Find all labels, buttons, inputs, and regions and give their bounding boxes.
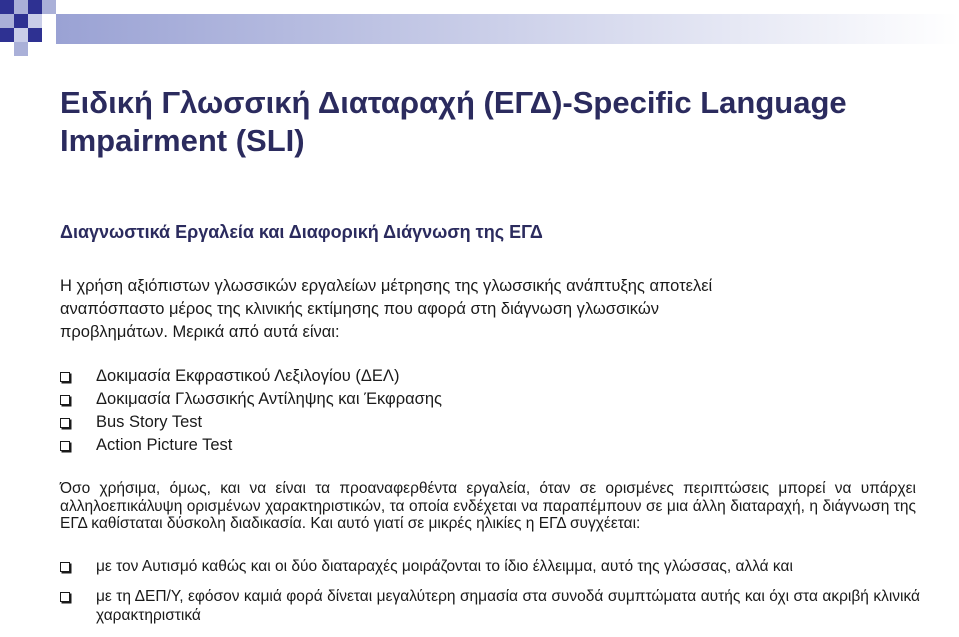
list-item: με τον Αυτισμό καθώς και οι δύο διαταραχές μοιράζονται το ίδιο έλλειμμα, αυτό της γλώσσας, αλλά και xyxy=(60,557,920,576)
intro-paragraph: Η χρήση αξιόπιστων γλωσσικών εργαλείων μέτρησης της γλωσσικής ανάπτυξης αποτελεί αναπόσπαστο μέρος της κλινικής εκτίμησης που αφορά στη διάγνωση γλωσσικών προβλημάτων. Μερικά από αυτά είναι: xyxy=(60,277,713,341)
checkbox-bullet-icon xyxy=(60,592,70,602)
checkbox-bullet-icon xyxy=(60,441,70,451)
list-item: Δοκιμασία Εκφραστικού Λεξιλογίου (ΔΕΛ) xyxy=(60,365,442,388)
differential-paragraph: Όσο χρήσιμα, όμως, και να είναι τα προαναφερθέντα εργαλεία, όταν σε ορισμένες περιπτώσεις μπορεί να υπάρχει αλληλοεπικάλυψη ορισμένων χαρακτηριστικών, τα οποία ενδέχεται να παραπέμπουν σε μια άλλη διαταραχή, η διάγνωση της ΕΓΔ καθίσταται δύσκολη διαδικασία. Και αυτό γιατί σε μικρές ηλικίες η ΕΓΔ συγχέεται: xyxy=(60,480,916,532)
checkbox-bullet-icon xyxy=(60,562,70,572)
list-item: Δοκιμασία Γλωσσικής Αντίληψης και Έκφρασης xyxy=(60,388,442,411)
tools-list xyxy=(60,365,442,457)
checkbox-bullet-icon xyxy=(60,418,70,428)
confusions-list xyxy=(60,557,920,636)
list-item: Bus Story Test xyxy=(60,411,442,434)
checkbox-bullet-icon xyxy=(60,395,70,405)
list-item: Action Picture Test xyxy=(60,434,442,457)
header-decoration xyxy=(0,0,959,60)
checkbox-bullet-icon xyxy=(60,372,70,382)
list-item: με τη ΔΕΠ/Υ, εφόσον καμιά φορά δίνεται μεγαλύτερη σημασία στα συνοδά συμπτώματα αυτής και όχι στα ακριβή κλινικά χαρακτηριστικά xyxy=(60,587,920,625)
page-title: Ειδική Γλωσσική Διαταραχή (ΕΓΔ)-Specific Language Impairment (SLI) xyxy=(60,85,847,158)
section-subtitle: Διαγνωστικά Εργαλεία και Διαφορική Διάγνωση της ΕΓΔ xyxy=(60,222,543,242)
